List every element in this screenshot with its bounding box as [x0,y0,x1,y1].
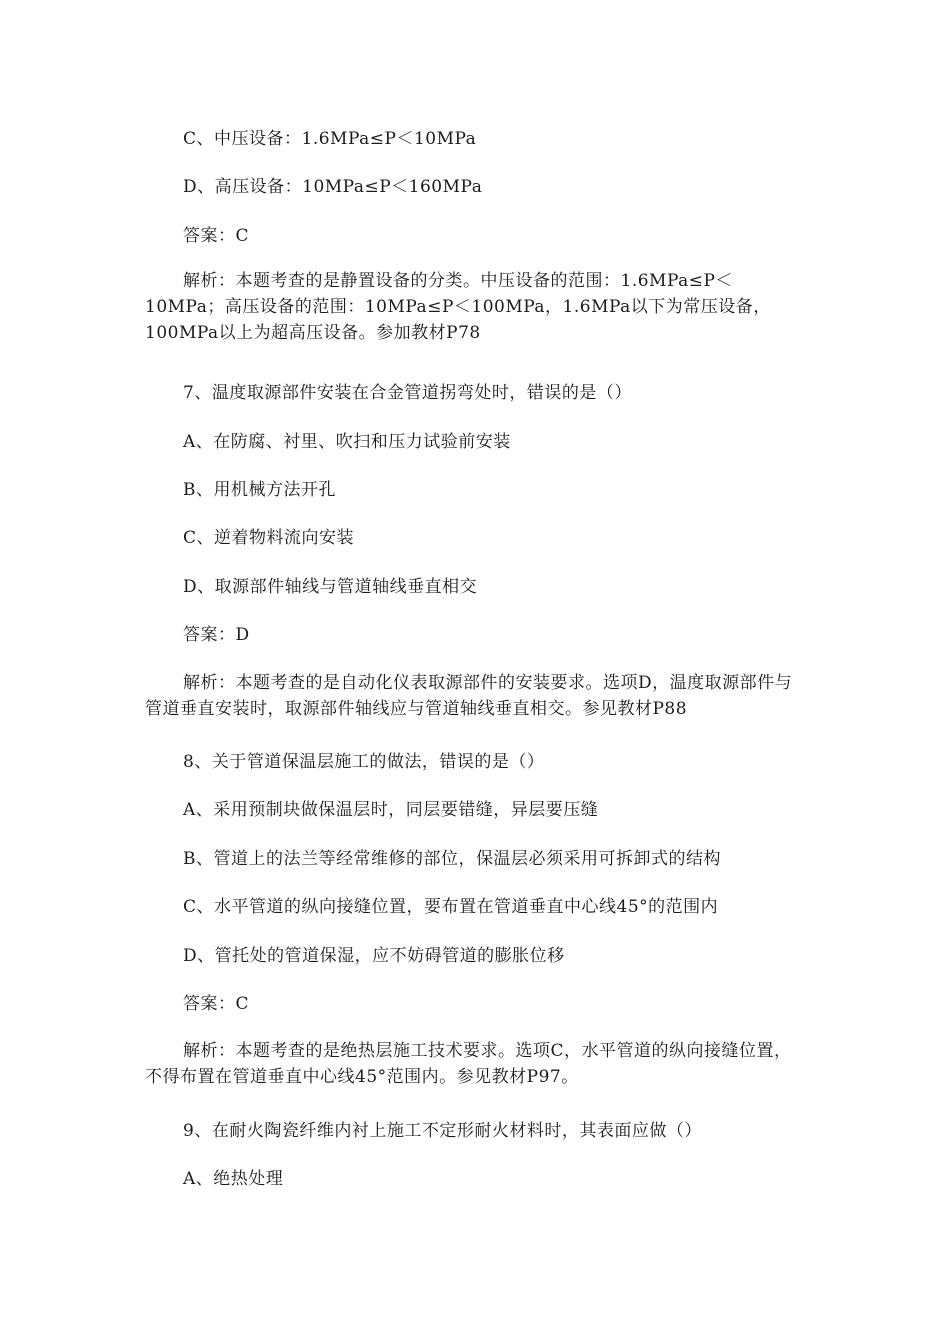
question-8: 8、关于管道保温层施工的做法，错误的是（） [183,752,545,772]
question-9: 9、在耐火陶瓷纤维内衬上施工不定形耐火材料时，其表面应做（） [183,1121,702,1141]
q8-option-d: D、管托处的管道保湿，应不妨碍管道的膨胀位移 [183,946,565,966]
q7-option-b: B、用机械方法开孔 [183,480,336,500]
answer-q8: 答案：C [183,994,250,1014]
q9-option-a: A、绝热处理 [183,1169,284,1189]
q7-option-a: A、在防腐、衬里、吹扫和压力试验前安装 [183,432,511,452]
q8-option-b: B、管道上的法兰等经常维修的部位，保温层必须采用可拆卸式的结构 [183,849,721,869]
q7-option-d: D、取源部件轴线与管道轴线垂直相交 [183,577,478,597]
option-d-high-pressure: D、高压设备：10MPa≤P＜160MPa [183,177,483,197]
analysis-q6: 解析：本题考查的是静置设备的分类。中压设备的范围：1.6MPa≤P＜10MPa；高压设备的范围：10MPa≤P＜100MPa，1.6MPa以下为常压设备，100MPa以上为超高压设备。参加教材P78 [145,271,771,343]
answer-q6: 答案：C [183,226,250,246]
q8-option-a: A、采用预制块做保温层时，同层要错缝，异层要压缝 [183,800,599,820]
q8-option-c: C、水平管道的纵向接缝位置，要布置在管道垂直中心线45°的范围内 [183,897,719,917]
question-7: 7、温度取源部件安装在合金管道拐弯处时，错误的是（） [183,383,632,403]
option-c-medium-pressure: C、中压设备：1.6MPa≤P＜10MPa [183,129,477,149]
analysis-q8: 解析：本题考查的是绝热层施工技术要求。选项C，水平管道的纵向接缝位置，不得布置在管道垂直中心线45°范围内。参见教材P97。 [145,1041,792,1087]
answer-q7: 答案：D [183,625,250,645]
analysis-q7: 解析：本题考查的是自动化仪表取源部件的安装要求。选项D，温度取源部件与管道垂直安装时，取源部件轴线应与管道轴线垂直相交。参见教材P88 [145,673,793,719]
q7-option-c: C、逆着物料流向安装 [183,528,355,548]
